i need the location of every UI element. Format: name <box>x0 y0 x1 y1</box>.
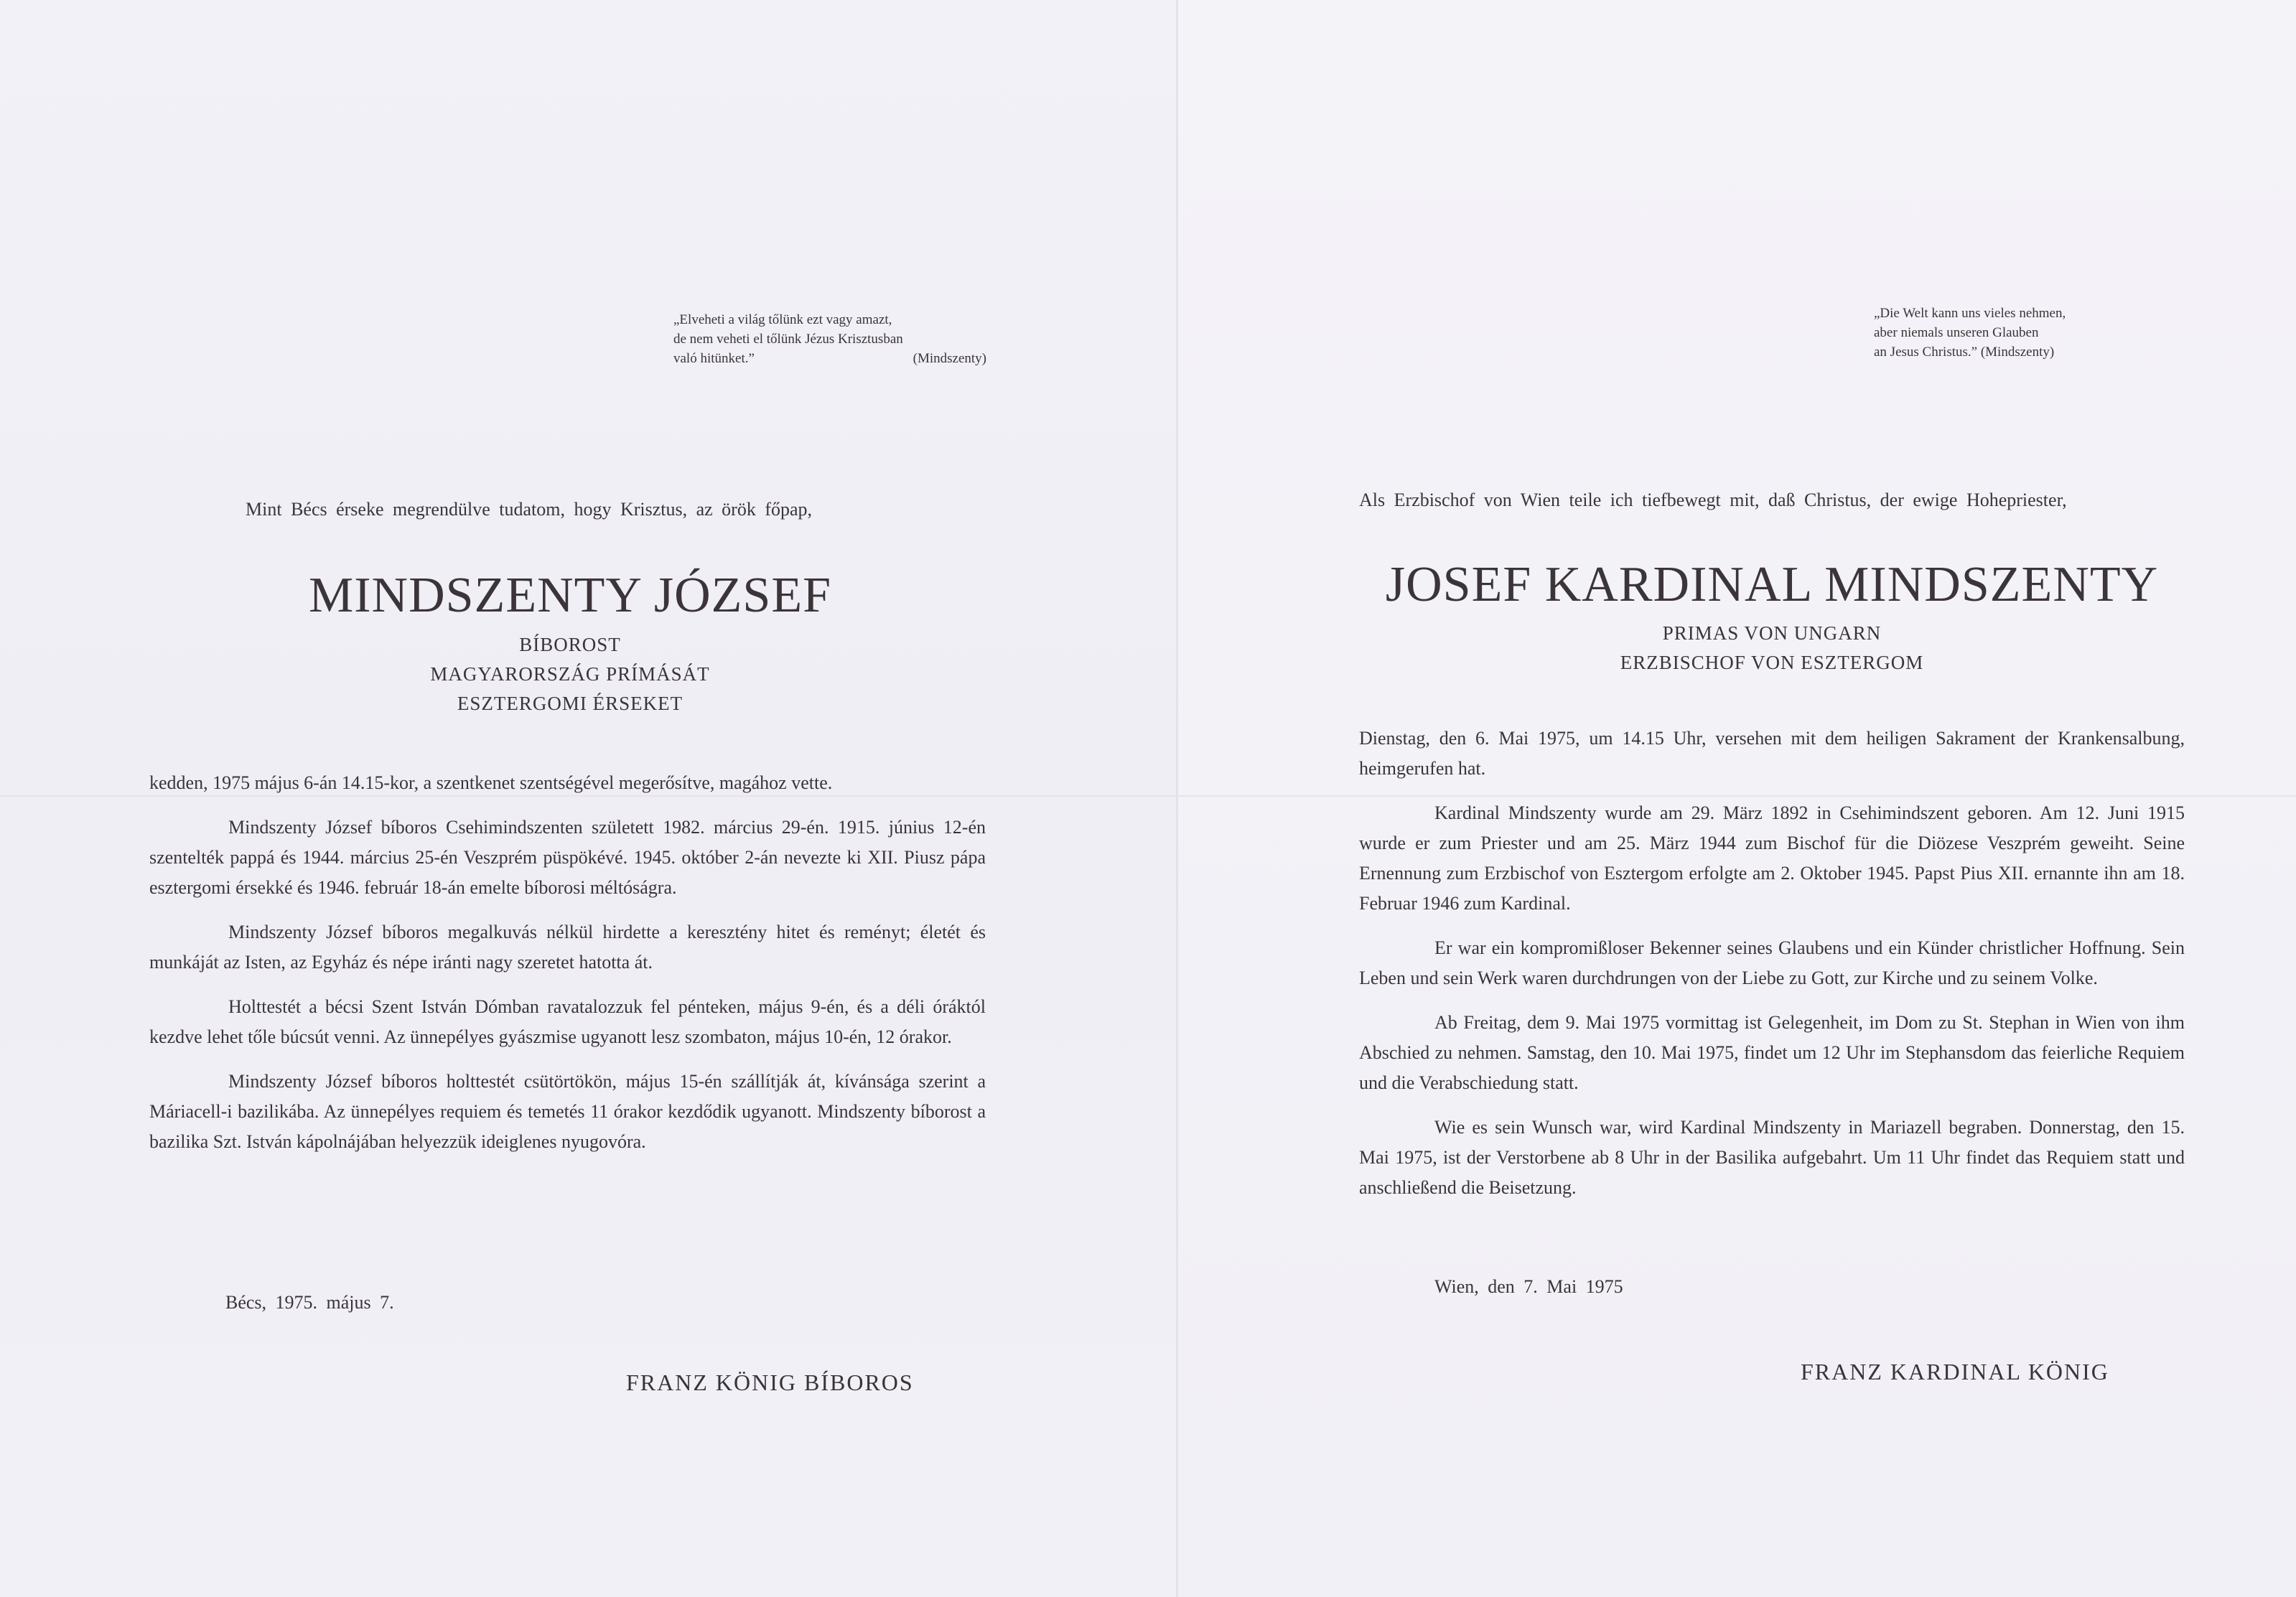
german-intro: Als Erzbischof von Wien teile ich tiefbewegt mit, daß Christus, der ewige Hohepriester, <box>1359 490 2067 510</box>
german-body <box>1359 723 2185 1217</box>
title-line: MAGYARORSZÁG PRÍMÁSÁT <box>430 663 710 685</box>
paragraph: Mindszenty József bíboros megalkuvás nélkül hirdette a keresztény hitet és reményt; életét és munkáját az Isten, az Egyház és népe iránti nagy szeretet hatotta át. <box>149 922 986 973</box>
quote-attribution: (Mindszenty) <box>913 351 986 366</box>
title-line: BÍBOROST <box>519 634 621 655</box>
quote-line: „Elveheti a világ tőlünk ezt vagy amazt, <box>673 312 892 327</box>
paragraph: Mindszenty József bíboros holttestét csütörtökön, május 15-én szállítják át, kívánsága szerint a Máriacell-i bazilikába. Az ünnepélyes requiem és temetés 11 órakor kezdődik ugyanott. Mindszenty bíborost a bazilika Szt. István kápolnájában helyezzük ideiglenes nyugovóra. <box>149 1071 986 1152</box>
quote-line: „Die Welt kann uns vieles nehmen, <box>1874 306 2066 321</box>
hungarian-signature: FRANZ KÖNIG BÍBOROS <box>626 1369 914 1395</box>
paragraph: Ab Freitag, dem 9. Mai 1975 vormittag ist Gelegenheit, im Dom zu St. Stephan in Wien von ihm Abschied zu nehmen. Samstag, den 10. Mai 1975, findet um 12 Uhr im Stephansdom das feierliche Requiem und die Verabschiedung statt. <box>1359 1012 2185 1093</box>
paragraph: kedden, 1975 május 6-án 14.15-kor, a szentkenet szentségével megerősítve, magához vette. <box>149 772 833 793</box>
german-place-date: Wien, den 7. Mai 1975 <box>1434 1276 1623 1297</box>
hungarian-body <box>149 768 986 1171</box>
paragraph: Mindszenty József bíboros Csehimindszenten született 1982. március 29-én. 1915. június 12-én szentelték pappá és 1944. március 25-én Veszprém püspökévé. 1945. október 2-án nevezte ki XII. Piusz pápa esztergomi érsekké és 1946. február 18-án emelte bíborosi méltóságra. <box>149 817 986 898</box>
paragraph: Er war ein kompromißloser Bekenner seines Glaubens und ein Künder christlicher Hoffnung. Sein Leben und sein Werk waren durchdrungen von der Liebe zu Gott, zur Kirche und zu seinem Volke. <box>1359 937 2185 988</box>
german-signature: FRANZ KARDINAL KÖNIG <box>1801 1359 2109 1385</box>
hungarian-deceased-name: MINDSZENTY JÓZSEF <box>308 568 832 623</box>
german-titles <box>1359 619 2185 678</box>
german-deceased-name: JOSEF KARDINAL MINDSZENTY <box>1385 557 2159 612</box>
paragraph: Dienstag, den 6. Mai 1975, um 14.15 Uhr, versehen mit dem heiligen Sakrament der Krankensalbung, heimgerufen hat. <box>1359 728 2185 779</box>
german-quote <box>1874 304 2161 362</box>
title-line: ESZTERGOMI ÉRSEKET <box>457 693 683 714</box>
paragraph: Holttestét a bécsi Szent István Dómban ravatalozzuk fel pénteken, május 9-én, és a déli óráktól kezdve lehet tőle búcsút venni. Az ünnepélyes gyászmise ugyanott lesz szombaton, május 10-én, 12 órakor. <box>149 996 986 1047</box>
hungarian-titles <box>0 630 1140 718</box>
title-line: PRIMAS VON UNGARN <box>1662 622 1882 644</box>
quote-line: an Jesus Christus.” (Mindszenty) <box>1874 345 2055 360</box>
hungarian-place-date: Bécs, 1975. május 7. <box>225 1292 394 1313</box>
hungarian-intro: Mint Bécs érseke megrendülve tudatom, hogy Krisztus, az örök főpap, <box>246 499 813 520</box>
title-line: ERZBISCHOF VON ESZTERGOM <box>1620 652 1924 673</box>
quote-line: aber niemals unseren Glauben <box>1874 325 2039 340</box>
paragraph: Wie es sein Wunsch war, wird Kardinal Mindszenty in Mariazell begraben. Donnerstag, den 15. Mai 1975, ist der Verstorbene ab 8 Uhr in der Basilika aufgebahrt. Um 11 Uhr findet das Requiem statt und anschließend die Beisetzung. <box>1359 1117 2185 1198</box>
quote-line: de nem veheti el tőlünk Jézus Krisztusban <box>673 332 903 347</box>
paragraph: Kardinal Mindszenty wurde am 29. März 1892 in Csehimindszent geboren. Am 12. Juni 1915 wurde er zum Priester und am 25. März 1944 zum Bischof für die Diözese Veszprém geweiht. Seine Ernennung zum Erzbischof von Esztergom erfolgte am 2. Oktober 1945. Papst Pius XII. ernannte ihn am 18. Februar 1946 zum Kardinal. <box>1359 802 2185 914</box>
vertical-fold-line <box>1176 0 1178 1597</box>
hungarian-quote <box>673 310 986 368</box>
quote-line: való hitünket.” <box>673 351 755 366</box>
